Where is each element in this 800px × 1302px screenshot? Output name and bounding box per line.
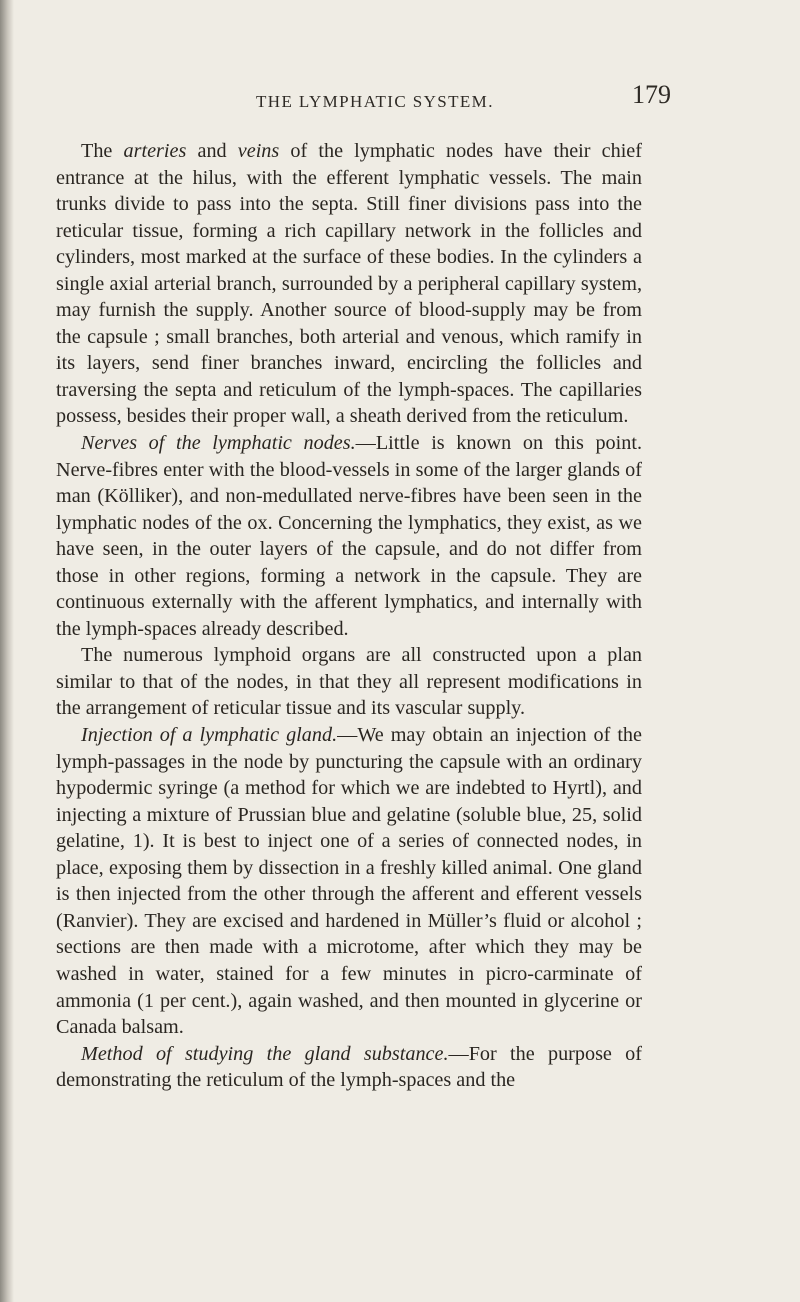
term-veins: veins <box>237 140 280 162</box>
paragraph-injection <box>56 722 642 1041</box>
text-segment: The <box>81 140 124 162</box>
body-text <box>56 138 642 1094</box>
paragraph-text: —For the purpose of demonstrating the reticulum of the lymph-spaces and the <box>56 1042 642 1092</box>
paragraph-method <box>56 1041 642 1094</box>
section-heading-injection: Injection of a lymphatic gland. <box>81 724 338 747</box>
paragraph-blood-supply <box>56 138 642 430</box>
section-heading-method: Method of studying the gland substance. <box>81 1042 449 1065</box>
paragraph-lymphoid-organs <box>56 642 642 722</box>
running-title: THE LYMPHATIC SYSTEM. <box>256 92 494 111</box>
page-number: 179 <box>632 80 671 109</box>
paragraph-nerves <box>56 430 642 642</box>
term-arteries: arteries <box>123 140 187 162</box>
paragraph-text: —We may obtain an injection of the lymph-passages in the node by puncturing the capsule with an ordinary hypodermic syringe (a method for which we are indebted to Hyrtl), and injecting a mixture of Prussian blue and gelatine (soluble blue, 25, solid gelatine, 1). It is best to inject one of a series of connected nodes, in place, exposing them by dissection in a freshly killed animal. One gland is then injected from the other through the afferent and efferent vessels (Ranvier). They are excised and hardened in Müller’s fluid or alcohol ; sections are then made with a microtome, after which they may be washed in water, stained for a few minutes in picro-carminate of ammonia (1 per cent.), again washed, and then mounted in glycerine or Canada balsam. <box>56 724 642 1039</box>
section-heading-nerves: Nerves of the lymphatic nodes. <box>81 432 356 455</box>
paragraph-text: —Little is known on this point. Nerve-fibres enter with the blood-vessels in some of the larger glands of man (Kölliker), and non-medullated nerve-fibres have been seen in the lymphatic nodes of the ox. Concerning the lymphatics, they exist, as we have seen, in the outer layers of the capsule, and do not differ from those in other regions, forming a network in the capsule. They are continuous externally with the afferent lymphatics, and internally with the lymph-spaces already described. <box>56 432 642 640</box>
text-segment: of the lymphatic nodes have their chief entrance at the hilus, with the efferent lymphatic vessels. The main trunks divide to pass into the septa. Still finer divisions pass into the reticular tissue, forming a rich capillary network in the follicles and cylinders, most marked at the surface of these bodies. In the cylinders a single axial arterial branch, surrounded by a peripheral capillary system, may furnish the supply. Another source of blood-supply may be from the capsule ; small branches, both arterial and venous, which ramify in its layers, send finer branches inward, encircling the follicles and traversing the septa and reticulum of the lymph-spaces. The capillaries possess, besides their proper wall, a sheath derived from the reticulum. <box>56 140 642 428</box>
binding-gutter <box>0 0 14 1302</box>
text-segment: and <box>186 140 238 162</box>
paragraph-text: The numerous lymphoid organs are all constructed upon a plan similar to that of the nodes, in that they all represent modifications in the arrangement of reticular tissue and its vascular supply. <box>56 644 642 720</box>
